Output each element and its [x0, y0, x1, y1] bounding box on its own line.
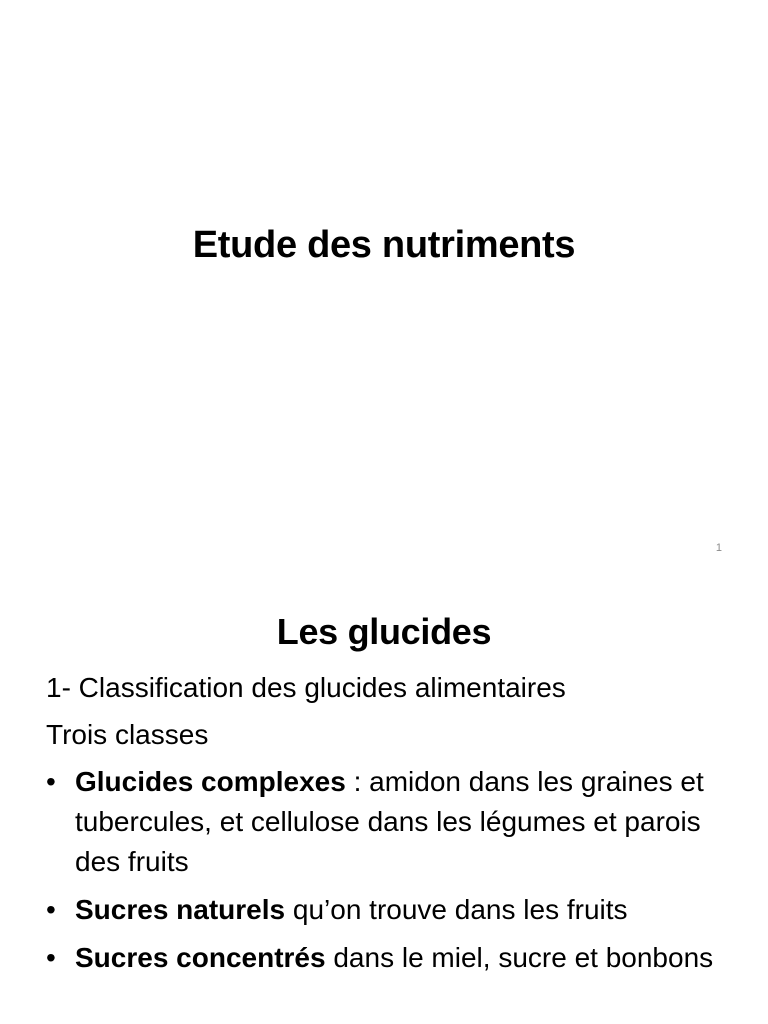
bullet-icon: • [46, 942, 56, 973]
list-item-term: Sucres concentrés [75, 942, 326, 973]
glucide-classes-list [46, 762, 736, 986]
classes-intro: Trois classes [46, 719, 209, 750]
bullet-icon: • [46, 894, 56, 925]
list-item [46, 762, 736, 882]
page-number: 1 [715, 542, 722, 554]
list-item-term: Sucres naturels [75, 894, 286, 925]
slide-title: Etude des nutriments [192, 224, 576, 266]
list-item-term: Glucides complexes [75, 766, 346, 797]
list-item [46, 890, 736, 930]
classification-heading: 1- Classification des glucides alimentaires [46, 672, 566, 703]
section-title: Les glucides [276, 611, 492, 652]
slide-2 [0, 576, 768, 1024]
bullet-icon: • [46, 766, 56, 797]
list-item-description: dans le miel, sucre et bonbons [325, 942, 714, 973]
list-item-description: qu’on trouve dans les fruits [285, 894, 628, 925]
list-item-description: : amidon dans les graines et tubercules, et cellulose dans les légumes et parois des fruits [75, 766, 704, 877]
list-item [46, 938, 736, 978]
